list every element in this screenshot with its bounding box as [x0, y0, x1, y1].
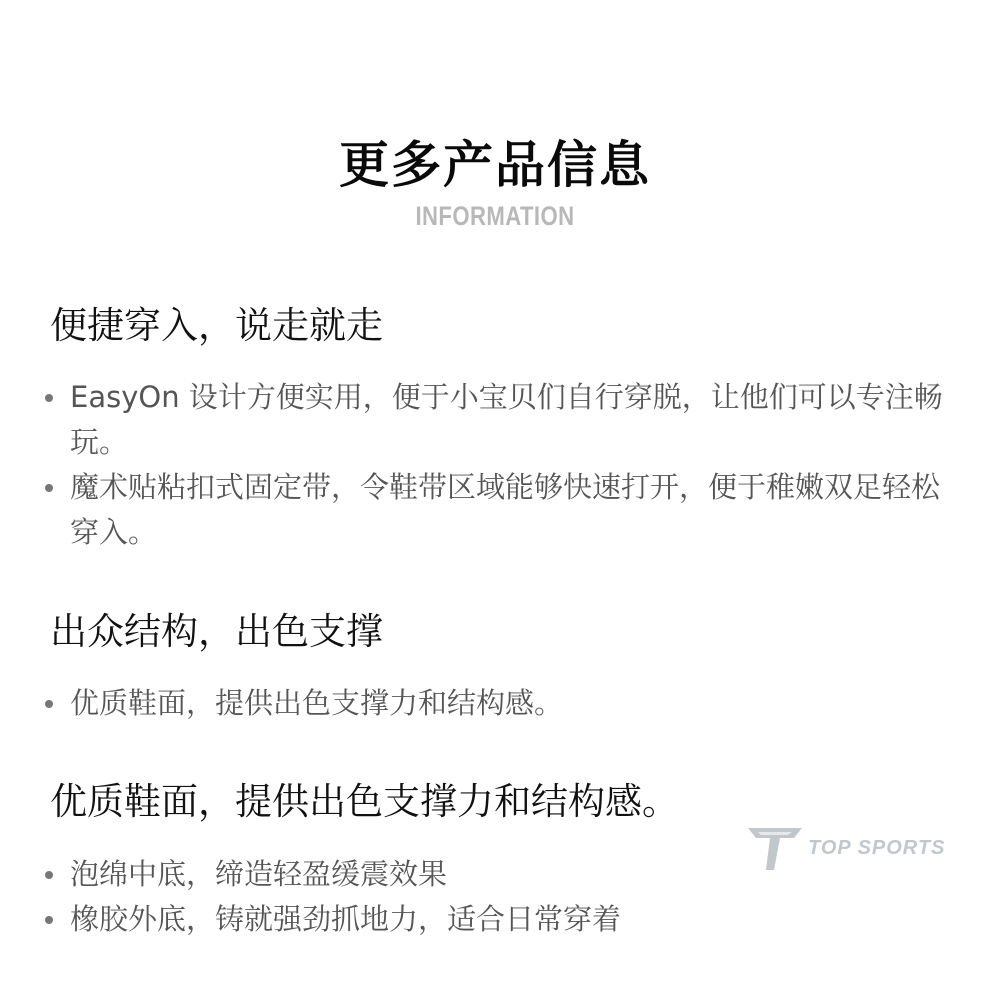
bullet-dot-icon — [45, 871, 53, 879]
page-subtitle: INFORMATION — [415, 201, 575, 231]
section-heading-easy-on: 便捷穿入，说走就走 — [50, 304, 383, 347]
section-heading-upper: 优质鞋面，提供出色支撑力和结构感。 — [50, 780, 679, 823]
list-item-text: 泡绵中底，缔造轻盈缓震效果 — [70, 857, 448, 891]
bullet-dot-icon — [45, 484, 53, 492]
bullet-dot-icon — [45, 700, 53, 708]
list-item-text: 优质鞋面，提供出色支撑力和结构感。 — [70, 686, 564, 720]
page-title: 更多产品信息 — [339, 136, 651, 194]
bullet-dot-icon — [45, 394, 53, 402]
bullet-list-structure — [45, 681, 945, 726]
list-item — [45, 465, 945, 555]
topsports-logo-icon — [746, 824, 804, 874]
bullet-list-easy-on — [45, 375, 945, 555]
list-item-text: 橡胶外底，铸就强劲抓地力，适合日常穿着 — [70, 902, 622, 936]
list-item-text: EasyOn 设计方便实用，便于小宝贝们自行穿脱，让他们可以专注畅玩。 — [70, 380, 943, 459]
bullet-dot-icon — [45, 916, 53, 924]
list-item — [45, 681, 945, 726]
brand-wordmark: TOP SPORTS — [808, 837, 946, 859]
brand-watermark — [746, 824, 946, 874]
list-item-text: 魔术贴粘扣式固定带，令鞋带区域能够快速打开，便于稚嫩双足轻松穿入。 — [70, 470, 941, 549]
list-item — [45, 897, 945, 942]
section-heading-structure: 出众结构，出色支撑 — [50, 610, 383, 653]
list-item — [45, 375, 945, 465]
